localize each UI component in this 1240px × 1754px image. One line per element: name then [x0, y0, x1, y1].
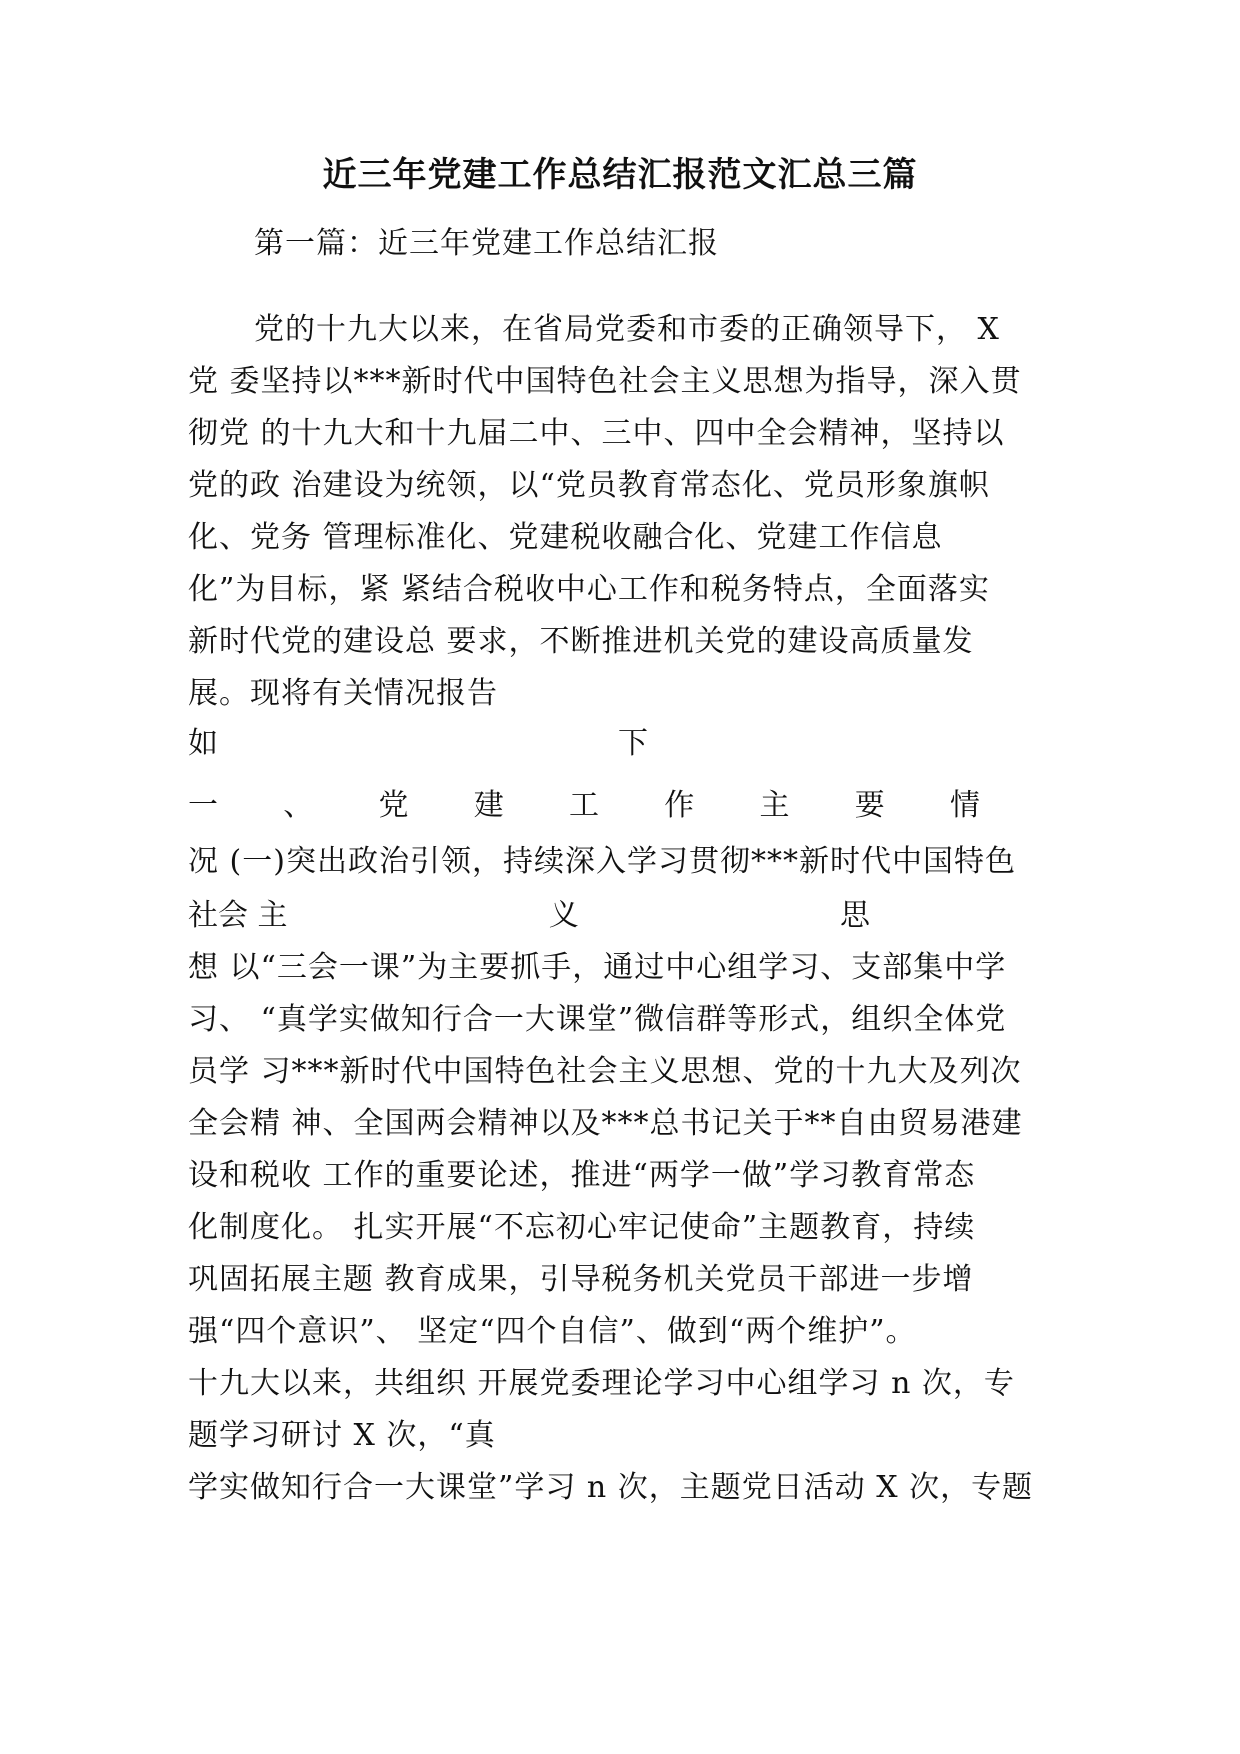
body-line: 十九大以来，共组织 开展党委理论学习中心组学习 n 次，专 — [188, 1366, 1015, 1401]
body-line: 党的十九大以来，在省局党委和市委的正确领导下， X — [254, 312, 1000, 347]
spread-char: 下 — [618, 726, 648, 761]
body-line: 想 以“三会一课”为主要抓手，通过中心组学习、支部集中学 — [188, 950, 1007, 985]
body-line: 化制度化。 扎实开展“不忘初心牢记使命”主题教育，持续 — [188, 1210, 976, 1245]
spread-char: 作 — [664, 788, 695, 823]
spread-char: 情 — [950, 788, 980, 823]
body-line: 强“四个意识”、 坚定“四个自信”、做到“两个维护”。 — [188, 1314, 917, 1349]
body-line: 化、党务 管理标准化、党建税收融合化、党建工作信息 — [188, 520, 943, 555]
spread-char: 主 — [759, 788, 790, 823]
spread-char: 党 — [378, 788, 409, 823]
body-line: 巩固拓展主题 教育成果，引导税务机关党员干部进一步增 — [188, 1262, 974, 1297]
spread-char: 要 — [854, 788, 885, 823]
spread-char: 、 — [283, 788, 314, 823]
body-line: 员学 习***新时代中国特色社会主义思想、党的十九大及列次 — [188, 1054, 1022, 1089]
spread-char: 如 — [188, 726, 218, 761]
body-line: 彻党 的十九大和十九届二中、三中、四中全会精神，坚持以 — [188, 416, 1005, 451]
section-heading: 第一篇：近三年党建工作总结汇报 — [254, 226, 719, 261]
body-line: 党 委坚持以***新时代中国特色社会主义思想为指导，深入贯 — [188, 364, 1022, 399]
body-line: 习、 “真学实做知行合一大课堂”微信群等形式，组织全体党 — [188, 1002, 1007, 1037]
body-line: 党的政 治建设为统领，以“党员教育常态化、党员形象旗帜 — [188, 468, 990, 503]
body-line: 学实做知行合一大课堂”学习 n 次，主题党日活动 X 次，专题 — [188, 1470, 1034, 1505]
body-line: 全会精 神、全国两会精神以及***总书记关于**自由贸易港建 — [188, 1106, 1023, 1141]
spread-char: 社会 主 — [188, 898, 288, 933]
body-line: 况 (一)突出政治引领，持续深入学习贯彻***新时代中国特色 — [188, 844, 1016, 879]
spread-char: 建 — [473, 788, 504, 823]
spread-line — [188, 722, 648, 766]
spread-char: 一 — [188, 788, 218, 823]
body-line: 展。现将有关情况报告 — [188, 676, 498, 711]
spread-line — [188, 784, 980, 828]
body-line: 题学习研讨 X 次，“真 — [188, 1418, 496, 1453]
spread-char: 思 — [839, 898, 870, 933]
document-title: 近三年党建工作总结汇报范文汇总三篇 — [322, 155, 918, 195]
body-line: 设和税收 工作的重要论述，推进“两学一做”学习教育常态 — [188, 1158, 976, 1193]
spread-char: 义 — [548, 898, 579, 933]
spread-line — [188, 894, 870, 938]
body-line: 新时代党的建设总 要求，不断推进机关党的建设高质量发 — [188, 624, 974, 659]
spread-char: 工 — [569, 788, 599, 823]
body-line: 化”为目标，紧 紧结合税收中心工作和税务特点，全面落实 — [188, 572, 990, 607]
